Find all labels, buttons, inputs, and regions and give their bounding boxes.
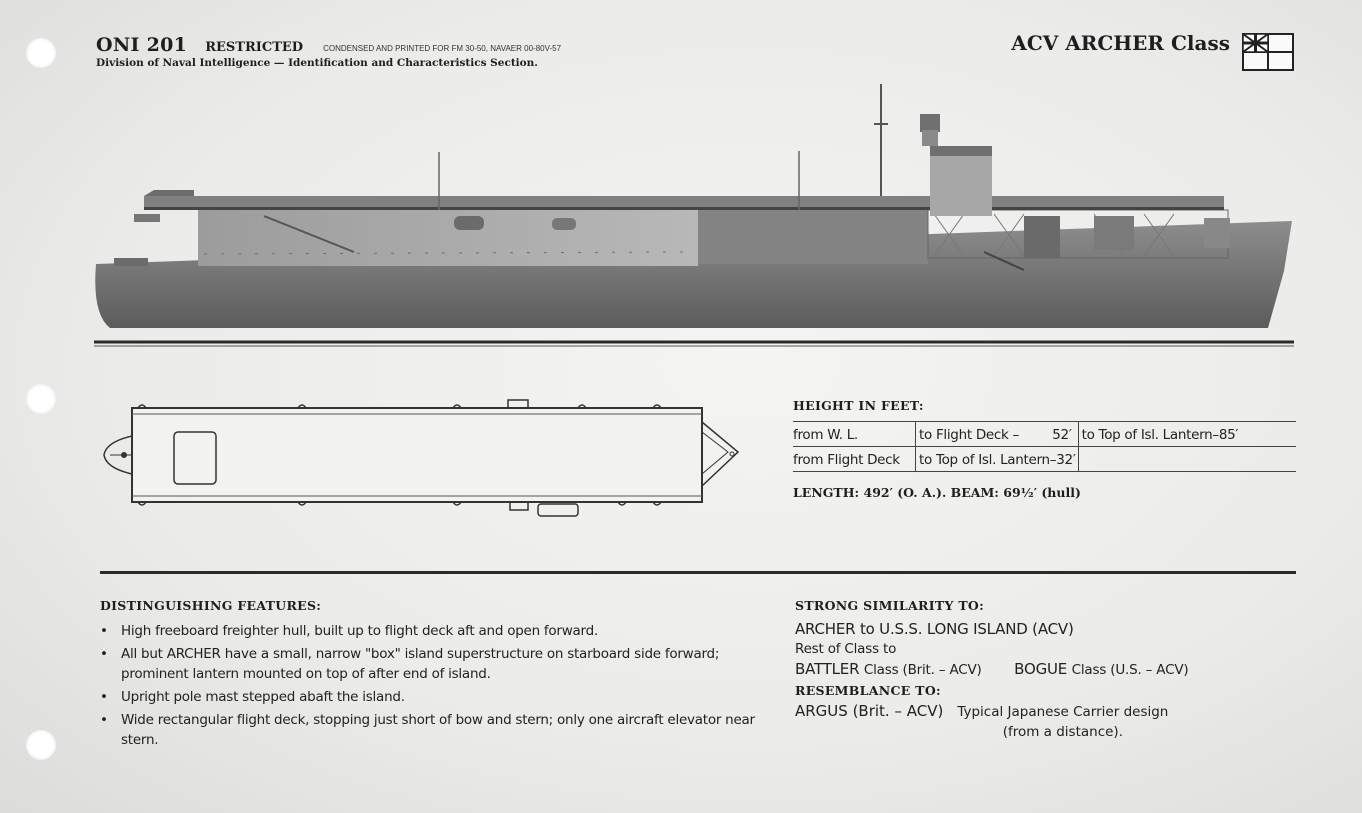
height-from-deck: from Flight Deck (793, 452, 900, 468)
similarity-section (795, 598, 1305, 742)
bogue-class: Class (U.S. – ACV) (1071, 662, 1189, 678)
division-line: Division of Naval Intelligence — Identification and Characteristics Section. (96, 57, 538, 69)
list-item (100, 710, 780, 750)
section-divider (100, 571, 1296, 574)
feature-text: Upright pole mast stepped abaft the island. (121, 689, 405, 705)
length-beam: LENGTH: 492′ (O. A.). BEAM: 69½′ (hull) (793, 485, 1081, 500)
list-item (100, 621, 780, 641)
height-table (793, 421, 1296, 472)
feature-text: High freeboard freighter hull, built up to flight deck aft and open forward. (121, 623, 598, 639)
similarity-rest: Rest of Class to (795, 641, 897, 657)
feature-text: All but ARCHER have a small, narrow "box" island superstructure on starboard side forward; prominent lantern mounted on top of after end of island. (121, 646, 720, 682)
argus-note-line1: Typical Japanese Carrier design (957, 704, 1169, 720)
bullet-icon: • (100, 646, 108, 662)
ship-deck-plan (98, 392, 748, 527)
binder-hole-bottom (26, 730, 56, 760)
binder-hole-top (26, 38, 56, 68)
table-row (793, 447, 1296, 472)
similarity-archer: ARCHER to U.S.S. LONG ISLAND (ACV) (795, 620, 1074, 638)
bullet-icon: • (100, 623, 108, 639)
list-item (100, 687, 780, 707)
height-deck-to-lantern: to Top of Isl. Lantern–32′ (916, 447, 1079, 472)
feature-text: Wide rectangular flight deck, stopping just short of bow and stern; only one aircraft elevator near stern. (121, 712, 755, 748)
height-section (793, 398, 1296, 500)
height-to-deck (916, 422, 1079, 447)
argus-note (957, 702, 1168, 742)
argus-name: ARGUS (Brit. – ACV) (795, 702, 944, 720)
battler-name: BATTLER (795, 660, 860, 678)
bogue-name: BOGUE (1014, 660, 1068, 678)
resemblance-row (795, 702, 1305, 742)
similarity-classes (795, 659, 1305, 680)
oni-number: ONI 201 (96, 34, 188, 56)
table-row (793, 422, 1296, 447)
distinguishing-features (100, 598, 780, 753)
binder-hole-middle (26, 384, 56, 414)
bullet-icon: • (100, 689, 108, 705)
height-title: HEIGHT IN FEET: (793, 398, 924, 413)
height-from-wl: from W. L. (793, 427, 858, 443)
bullet-icon: • (100, 712, 108, 728)
british-white-ensign-icon (1242, 33, 1294, 71)
distinguishing-title: DISTINGUISHING FEATURES: (100, 598, 322, 613)
argus-note-line2: (from a distance). (1002, 724, 1123, 740)
document-header (96, 34, 561, 69)
condensed-note: CONDENSED AND PRINTED FOR FM 30-50, NAVAER 00-80V-57 (323, 44, 562, 53)
resemblance-title: RESEMBLANCE TO: (795, 683, 941, 698)
list-item (100, 644, 780, 684)
class-title: ACV ARCHER Class (1011, 31, 1230, 55)
height-to-deck-label: to Flight Deck – (919, 427, 1020, 443)
restricted-label: RESTRICTED (205, 40, 304, 55)
similarity-title: STRONG SIMILARITY TO: (795, 598, 985, 613)
feature-list (100, 621, 780, 750)
battler-class: Class (Brit. – ACV) (863, 662, 982, 678)
height-empty-cell (1078, 447, 1296, 472)
ship-side-profile (84, 76, 1304, 351)
height-to-lantern: to Top of Isl. Lantern–85′ (1078, 422, 1296, 447)
height-deck-value: 52′ (1052, 427, 1072, 443)
